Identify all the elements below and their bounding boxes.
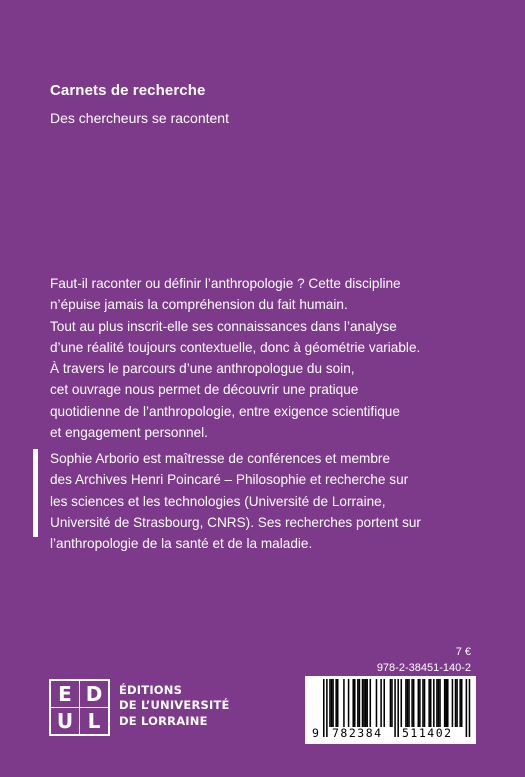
barcode-bar	[438, 679, 440, 727]
barcode-bar	[337, 679, 339, 727]
barcode-bar	[430, 679, 432, 727]
barcode-bar	[335, 679, 337, 727]
barcode-left-group: 782384	[332, 726, 383, 740]
barcode-bar	[332, 679, 334, 727]
barcode-bar	[444, 679, 446, 727]
publisher-line: DE LORRAINE	[119, 713, 208, 728]
blurb-line: d’une réalité toujours contextuelle, donc à géométrie variable.	[50, 339, 421, 355]
barcode-bar	[390, 679, 392, 727]
barcode-bar	[348, 679, 350, 727]
logo-letter: U	[56, 709, 74, 733]
barcode-bar	[380, 679, 382, 727]
bio-line: les sciences et les technologies (Université de Lorraine,	[50, 493, 386, 509]
blurb-line: n’épuise jamais la compréhension du fait humain.	[50, 297, 348, 313]
barcode-bar	[455, 679, 457, 727]
barcode-bar	[439, 679, 441, 727]
barcode-bar	[357, 679, 359, 727]
bio-line: l’anthropologie de la santé et de la maladie.	[50, 536, 313, 552]
logo-letter: E	[58, 682, 72, 706]
barcode-bar	[405, 679, 407, 727]
barcode-bar	[419, 679, 421, 727]
logo-letter: L	[87, 709, 101, 733]
barcode-bar	[383, 679, 385, 727]
publisher-line: DE L’UNIVERSITÉ	[119, 698, 230, 713]
barcode-bar	[359, 679, 361, 727]
barcode-bar	[445, 679, 447, 727]
publisher-name	[119, 683, 230, 729]
barcode-bar	[422, 679, 424, 727]
barcode-bar	[362, 679, 364, 727]
barcode-bar	[418, 679, 420, 727]
barcode-bar	[428, 679, 430, 727]
price: 7 €	[455, 646, 471, 658]
barcode-bar	[456, 679, 458, 727]
barcode-bar	[407, 679, 409, 727]
logo-divider	[51, 707, 108, 708]
blurb-line: et engagement personnel.	[50, 425, 208, 441]
barcode-right-group: 511402	[402, 726, 453, 740]
blurb-line: À travers le parcours d’une anthropologue du soin,	[50, 361, 355, 377]
author-bio	[50, 448, 450, 554]
barcode-bar	[354, 679, 356, 727]
barcode	[305, 676, 476, 744]
barcode-bar	[370, 679, 372, 727]
barcode-bar	[411, 679, 413, 727]
bio-line: des Archives Henri Poincaré – Philosophie et recherche sur	[50, 472, 409, 488]
blurb-line: quotidienne de l’anthropologie, entre exigence scientifique	[50, 403, 400, 419]
barcode-bar	[424, 679, 426, 727]
bio-accent-bar	[33, 449, 38, 537]
barcode-bar	[436, 679, 438, 727]
barcode-bar	[376, 679, 378, 727]
barcode-bar	[331, 679, 333, 727]
barcode-bar	[329, 679, 331, 727]
bio-line: Université de Strasbourg, CNRS). Ses recherches portent sur	[50, 514, 421, 530]
barcode-bar	[459, 679, 461, 727]
barcode-bar	[391, 679, 393, 727]
barcode-first-digit: 9	[312, 726, 319, 740]
barcode-bar	[366, 679, 368, 727]
blurb-line: Faut-il raconter ou définir l’anthropologie ? Cette discipline	[50, 276, 401, 291]
book-blurb	[50, 273, 450, 443]
barcode-bar	[352, 679, 354, 727]
bio-line: Sophie Arborio est maîtresse de conférences et membre	[50, 451, 391, 466]
isbn: 978-2-38451-140-2	[376, 662, 471, 674]
barcode-bar	[447, 679, 449, 727]
barcode-bar	[408, 679, 410, 727]
barcode-bar	[433, 679, 435, 727]
barcode-bar	[343, 679, 345, 727]
edul-logo	[49, 679, 110, 736]
series-subtitle: Des chercheurs se racontent	[50, 110, 229, 126]
barcode-bar	[365, 679, 367, 727]
barcode-bar	[363, 679, 365, 727]
barcode-digits	[305, 726, 476, 742]
barcode-bar	[452, 679, 454, 727]
barcode-bar	[401, 679, 403, 727]
barcode-bar	[461, 679, 463, 727]
barcode-bar	[413, 679, 415, 727]
publisher-line: ÉDITIONS	[119, 683, 183, 697]
blurb-line: Tout au plus inscrit-elle ses connaissances dans l’analyse	[50, 318, 397, 334]
blurb-line: cet ouvrage nous permet de découvrir une pratique	[50, 382, 359, 398]
logo-letter: D	[85, 682, 103, 706]
series-title: Carnets de recherche	[50, 82, 206, 99]
